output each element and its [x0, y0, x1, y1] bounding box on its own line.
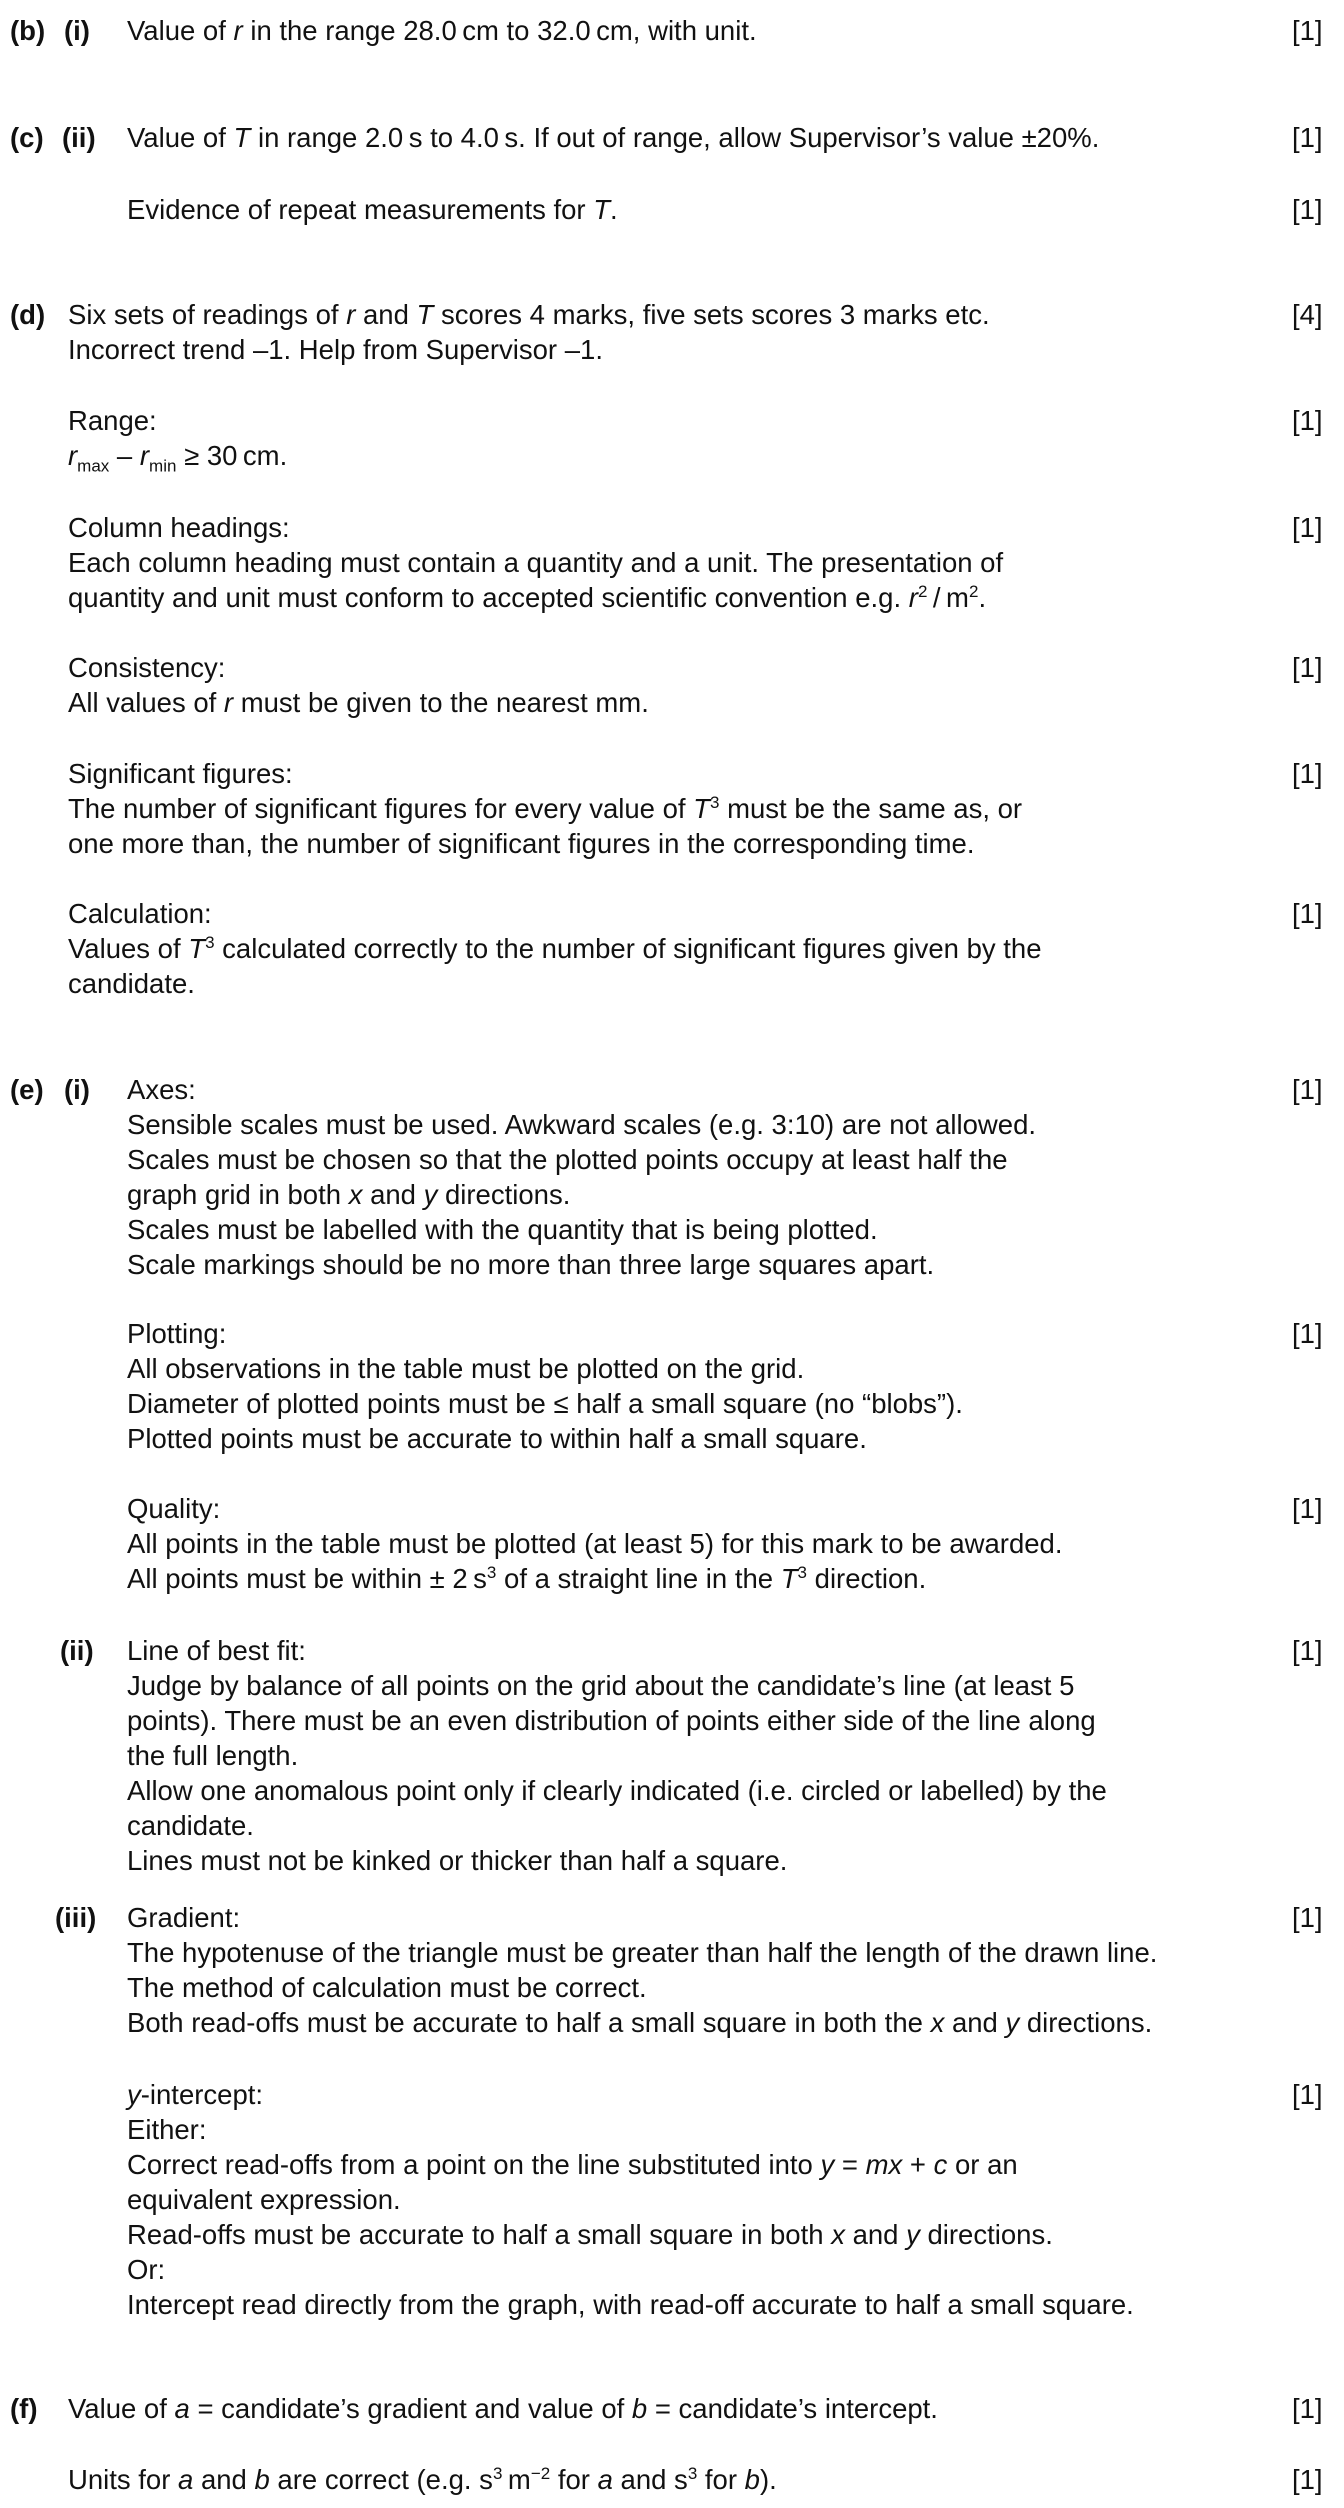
part-f-values-mark: [1] — [1292, 2393, 1323, 2424]
text-line: graph grid in both x and y directions. — [127, 1179, 571, 1210]
text-line: Diameter of plotted points must be ≤ half a small square (no “blobs”). — [127, 1388, 963, 1419]
part-b-mark: [1] — [1292, 15, 1323, 46]
part-d-column-headings-mark: [1] — [1292, 512, 1323, 543]
text-line: The hypotenuse of the triangle must be greater than half the length of the drawn line. — [127, 1937, 1158, 1968]
text-line: All points must be within ± 2 $s^3$ of a straight line in the $T^3$ direction. — [127, 1562, 927, 1594]
text-line: Consistency: — [68, 652, 226, 683]
text-line: Intercept read directly from the graph, with read-off accurate to half a small square. — [127, 2289, 1134, 2320]
text-line: the full length. — [127, 1740, 299, 1771]
part-c-value-mark: [1] — [1292, 122, 1323, 153]
text-line: All observations in the table must be plotted on the grid. — [127, 1353, 805, 1384]
text-line: Plotting: — [127, 1318, 227, 1349]
part-c-subpart-label: (ii) — [62, 122, 96, 153]
text-line: Quality: — [127, 1493, 221, 1524]
part-c-repeat-mark: [1] — [1292, 194, 1323, 225]
text-line: Scales must be labelled with the quantity that is being plotted. — [127, 1214, 878, 1245]
part-c-label: (c) — [10, 122, 44, 153]
part-d-intro-mark: [4] — [1292, 299, 1323, 330]
part-e-ii-label: (ii) — [60, 1635, 94, 1666]
text-line: Axes: — [127, 1074, 196, 1105]
text-line: points). There must be an even distribution of points either side of the line along — [127, 1705, 1096, 1736]
part-e-iii-label: (iii) — [55, 1902, 97, 1933]
part-e-plotting-mark: [1] — [1292, 1318, 1323, 1349]
part-d-consistency-mark: [1] — [1292, 652, 1323, 683]
part-e-gradient-mark: [1] — [1292, 1902, 1323, 1933]
text-line: Evidence of repeat measurements for T. — [127, 194, 618, 225]
text-line: Incorrect trend –1. Help from Supervisor –1. — [68, 334, 603, 365]
text-line: Allow one anomalous point only if clearly indicated (i.e. circled or labelled) by the — [127, 1775, 1107, 1806]
text-line: candidate. — [68, 968, 195, 999]
part-d-label: (d) — [10, 299, 46, 330]
text-line: Scales must be chosen so that the plotted points occupy at least half the — [127, 1144, 1008, 1175]
text-line: Or: — [127, 2254, 166, 2285]
part-e-line-of-best-fit-mark: [1] — [1292, 1635, 1323, 1666]
part-e-i-label: (i) — [64, 1074, 90, 1105]
text-line: Value of a = candidate’s gradient and value of b = candidate’s intercept. — [68, 2393, 938, 2424]
part-e-label: (e) — [10, 1074, 44, 1105]
text-line: Lines must not be kinked or thicker than half a square. — [127, 1845, 788, 1876]
text-line: Calculation: — [68, 898, 212, 929]
text-line: Range: — [68, 405, 157, 436]
part-d-significant-figures-mark: [1] — [1292, 758, 1323, 789]
part-d-calculation-mark: [1] — [1292, 898, 1323, 929]
part-e-quality-mark: [1] — [1292, 1493, 1323, 1524]
text-line: Significant figures: — [68, 758, 293, 789]
text-line: Column headings: — [68, 512, 290, 543]
text-line: All values of r must be given to the nearest mm. — [68, 687, 649, 718]
text-line: Plotted points must be accurate to within half a small square. — [127, 1423, 867, 1454]
text-line: Judge by balance of all points on the grid about the candidate’s line (at least 5 — [127, 1670, 1075, 1701]
text-line: Line of best fit: — [127, 1635, 306, 1666]
text-line: Each column heading must contain a quantity and a unit. The presentation of — [68, 547, 1004, 578]
text-line: $r_{max} - r_{min} \ge 30$ cm. — [68, 440, 288, 476]
text-line: The number of significant figures for every value of $T^3$ must be the same as, or — [68, 792, 1023, 824]
text-line: Read-offs must be accurate to half a small square in both x and y directions. — [127, 2219, 1053, 2250]
text-line: candidate. — [127, 1810, 254, 1841]
text-line: Value of r in the range 28.0 cm to 32.0 cm, with unit. — [127, 15, 757, 46]
text-line: equivalent expression. — [127, 2184, 401, 2215]
text-line: y-intercept: — [127, 2079, 264, 2110]
text-line: Scale markings should be no more than three large squares apart. — [127, 1249, 935, 1280]
text-line: Values of $T^3$ calculated correctly to the number of significant figures given by the — [68, 932, 1042, 964]
text-line: Correct read-offs from a point on the line substituted into y = mx + c or an — [127, 2149, 1018, 2180]
text-line: Units for a and b are correct (e.g. $s^3$ $m^{-2}$ for a and $s^3$ for b). — [68, 2463, 777, 2495]
part-b-label: (b) — [10, 15, 46, 46]
text-line: Sensible scales must be used. Awkward scales (e.g. 3:10) are not allowed. — [127, 1109, 1037, 1140]
text-line: All points in the table must be plotted (at least 5) for this mark to be awarded. — [127, 1528, 1063, 1559]
part-f-label: (f) — [10, 2393, 38, 2424]
text-line: one more than, the number of significant figures in the corresponding time. — [68, 828, 975, 859]
text-line: Either: — [127, 2114, 207, 2145]
part-b-subpart-label: (i) — [64, 15, 90, 46]
text-line: Value of T in range 2.0 s to 4.0 s. If out of range, allow Supervisor’s value ±20%. — [127, 122, 1100, 153]
text-line: Both read-offs must be accurate to half a small square in both the x and y directions. — [127, 2007, 1153, 2038]
text-line: Six sets of readings of r and T scores 4 marks, five sets scores 3 marks etc. — [68, 299, 990, 330]
text-line: The method of calculation must be correct. — [127, 1972, 647, 2003]
text-line: quantity and unit must conform to accepted scientific convention e.g. $r^2 / m^2$. — [68, 581, 987, 613]
part-f-units-mark: [1] — [1292, 2464, 1323, 2495]
part-e-axes-mark: [1] — [1292, 1074, 1323, 1105]
part-d-range-mark: [1] — [1292, 405, 1323, 436]
text-line: Gradient: — [127, 1902, 241, 1933]
part-e-y-intercept-mark: [1] — [1292, 2079, 1323, 2110]
